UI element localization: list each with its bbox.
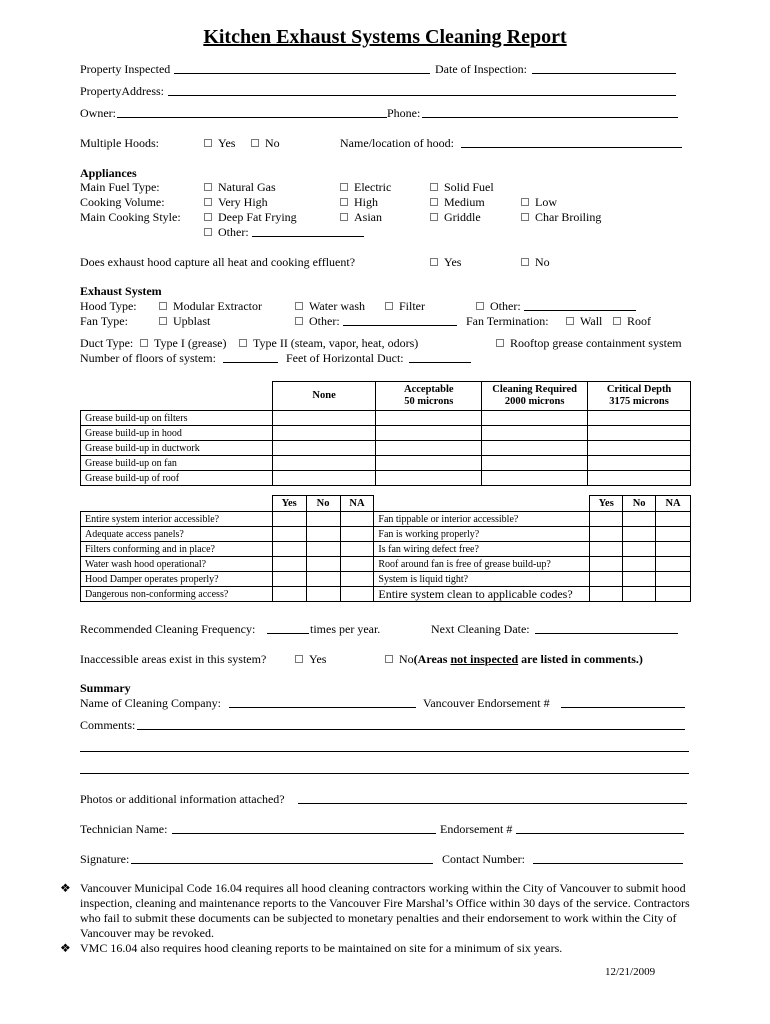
- areas-note: (Areas: [413, 652, 451, 666]
- row-label: Dangerous non-conforming access?: [81, 587, 273, 602]
- row-label: Filters conforming and in place?: [81, 542, 273, 557]
- duct-type-label: Duct Type:: [80, 336, 134, 350]
- option-roof[interactable]: [613, 314, 651, 328]
- appliances-heading: Appliances: [80, 166, 137, 180]
- cell[interactable]: [482, 456, 588, 471]
- cell[interactable]: [623, 557, 656, 572]
- option-label: Medium: [444, 195, 485, 209]
- option-type-2[interactable]: [239, 336, 418, 350]
- checkbox[interactable]: [340, 213, 348, 221]
- option-char-broiling[interactable]: [521, 210, 601, 224]
- option-label: Other:: [490, 299, 521, 313]
- table-corner: [81, 496, 273, 512]
- feet-horizontal-field[interactable]: [409, 362, 471, 363]
- exhaust-heading: Exhaust System: [80, 284, 162, 298]
- checkbox[interactable]: [239, 339, 247, 347]
- cell[interactable]: [590, 527, 623, 542]
- cell[interactable]: [623, 572, 656, 587]
- inaccessible-yes[interactable]: [295, 652, 326, 666]
- phone-field[interactable]: [422, 117, 678, 118]
- row-label: Water wash hood operational?: [81, 557, 273, 572]
- cell[interactable]: [272, 411, 376, 426]
- no-label: No: [535, 255, 550, 269]
- diamond-bullet-icon: ❖: [60, 941, 71, 955]
- report-title: Kitchen Exhaust Systems Cleaning Report: [203, 26, 567, 48]
- cell[interactable]: [482, 411, 588, 426]
- capture-yes[interactable]: [430, 255, 461, 269]
- table-row: [81, 512, 691, 527]
- option-label: Roof: [627, 314, 651, 328]
- cell[interactable]: [272, 456, 376, 471]
- row-label: Roof around fan is free of grease build-up?: [374, 557, 590, 572]
- inaccessible-question: Inaccessible areas exist in this system?: [80, 652, 267, 666]
- option-solid-fuel[interactable]: [430, 180, 494, 194]
- comments-note: are listed in comments.): [518, 652, 643, 666]
- col-header-critical-depth: Critical Depth 3175 microns: [588, 382, 691, 411]
- row-label: Is fan wiring defect free?: [374, 542, 590, 557]
- option-label: Very High: [218, 195, 268, 209]
- tech-endorsement-field[interactable]: [516, 833, 684, 834]
- col-header-cleaning-required: Cleaning Required 2000 microns: [482, 382, 588, 411]
- table-row: [81, 542, 691, 557]
- checkbox[interactable]: [385, 302, 393, 310]
- cell[interactable]: [588, 456, 691, 471]
- checkbox[interactable]: [295, 655, 303, 663]
- cell[interactable]: [272, 542, 306, 557]
- row-label: Grease build-up on filters: [81, 411, 273, 426]
- inaccessible-no[interactable]: [385, 652, 643, 666]
- row-label: Grease build-up on fan: [81, 456, 273, 471]
- row-label: System is liquid tight?: [374, 572, 590, 587]
- cell[interactable]: [340, 572, 374, 587]
- checkbox[interactable]: [430, 198, 438, 206]
- row-label: Hood Damper operates properly?: [81, 572, 273, 587]
- cell[interactable]: [590, 587, 623, 602]
- option-wall[interactable]: [566, 314, 602, 328]
- comments-label: Comments:: [80, 718, 136, 732]
- inspection-checklist-table: [80, 495, 691, 602]
- checkbox[interactable]: [204, 139, 212, 147]
- tech-endorsement-label: Endorsement #: [440, 822, 513, 836]
- vmc-note-2: VMC 16.04 also requires hood cleaning reports to be maintained on site for a minimum of six years.: [80, 941, 563, 955]
- checkbox[interactable]: [430, 183, 438, 191]
- cell[interactable]: [272, 587, 306, 602]
- cell[interactable]: [272, 512, 306, 527]
- table-row: [81, 527, 691, 542]
- option-rooftop-grease[interactable]: [496, 336, 682, 350]
- col-header-no: No: [306, 496, 340, 512]
- cell[interactable]: [623, 587, 656, 602]
- comments-line-2[interactable]: [80, 751, 689, 752]
- cell[interactable]: [482, 471, 588, 486]
- option-natural-gas[interactable]: [204, 180, 276, 194]
- checkbox[interactable]: [430, 213, 438, 221]
- yes-label: Yes: [309, 652, 327, 666]
- checkbox[interactable]: [159, 317, 167, 325]
- option-asian[interactable]: [340, 210, 382, 224]
- checkbox[interactable]: [521, 258, 529, 266]
- comments-line-3[interactable]: [80, 773, 689, 774]
- option-low[interactable]: [521, 195, 557, 209]
- cell[interactable]: [482, 426, 588, 441]
- cleaning-frequency-field[interactable]: [267, 633, 309, 634]
- col-header-none: None: [272, 382, 376, 411]
- option-label: Natural Gas: [218, 180, 276, 194]
- cell[interactable]: [588, 441, 691, 456]
- row-label: Fan tippable or interior accessible?: [374, 512, 590, 527]
- option-label: Rooftop grease containment system: [510, 336, 682, 350]
- row-label: Entire system interior accessible?: [81, 512, 273, 527]
- next-cleaning-date-field[interactable]: [535, 633, 678, 634]
- option-label: Water wash: [309, 299, 366, 313]
- cell[interactable]: [588, 426, 691, 441]
- cleaning-frequency-label: Recommended Cleaning Frequency:: [80, 622, 256, 636]
- vmc-note-1: Vancouver Municipal Code 16.04 requires all hood cleaning contractors working within the City of Vancouver to submit hood inspection, cleaning and maintenance reports to the Vancouver Fire Marshal’s Office within 30 days of the service. Contractors who fail to submit these documents can be subjected to monetary penalties and their endorsement to work within the City of Vancouver may be revoked.: [80, 881, 690, 940]
- table-corner: [81, 382, 273, 411]
- cell[interactable]: [272, 527, 306, 542]
- table-gap: [374, 496, 590, 512]
- cell[interactable]: [306, 557, 340, 572]
- fan-type-label: Fan Type:: [80, 314, 128, 328]
- option-label: Griddle: [444, 210, 481, 224]
- cell[interactable]: [306, 542, 340, 557]
- cell[interactable]: [590, 542, 623, 557]
- capture-no[interactable]: [521, 255, 550, 269]
- cell[interactable]: [656, 572, 691, 587]
- cell[interactable]: [588, 471, 691, 486]
- cell[interactable]: [376, 411, 482, 426]
- fan-termination-label: Fan Termination:: [466, 314, 549, 328]
- cell[interactable]: [590, 512, 623, 527]
- option-modular-extractor[interactable]: [159, 299, 262, 313]
- table-row: [81, 456, 691, 471]
- option-label: Other:: [309, 314, 340, 328]
- row-label: Grease build-up in ductwork: [81, 441, 273, 456]
- property-inspected-label: Property Inspected: [80, 62, 171, 76]
- row-label: Entire system clean to applicable codes?: [374, 587, 590, 602]
- date-of-inspection-field[interactable]: [532, 73, 676, 74]
- option-other[interactable]: [204, 225, 249, 239]
- technician-name-label: Technician Name:: [80, 822, 168, 836]
- property-inspected-field[interactable]: [174, 73, 430, 74]
- option-label: Asian: [354, 210, 382, 224]
- option-label: Solid Fuel: [444, 180, 494, 194]
- option-medium[interactable]: [430, 195, 485, 209]
- option-deep-fat-frying[interactable]: [204, 210, 297, 224]
- vancouver-endorsement-label: Vancouver Endorsement #: [423, 696, 550, 710]
- summary-heading: Summary: [80, 681, 131, 695]
- option-upblast[interactable]: [159, 314, 210, 328]
- option-label: Filter: [399, 299, 425, 313]
- capture-question: Does exhaust hood capture all heat and cooking effluent?: [80, 255, 356, 269]
- cell[interactable]: [340, 512, 374, 527]
- option-fan-other[interactable]: [295, 314, 340, 328]
- no-label: No: [399, 652, 414, 666]
- cell[interactable]: [272, 441, 376, 456]
- checkbox[interactable]: [204, 198, 212, 206]
- cell[interactable]: [656, 542, 691, 557]
- fan-other-field[interactable]: [343, 325, 457, 326]
- option-label: Low: [535, 195, 557, 209]
- cell[interactable]: [376, 426, 482, 441]
- option-water-wash[interactable]: [295, 299, 365, 313]
- option-label: Modular Extractor: [173, 299, 262, 313]
- main-cooking-style-label: Main Cooking Style:: [80, 210, 181, 224]
- cleaning-company-label: Name of Cleaning Company:: [80, 696, 221, 710]
- comments-line-1[interactable]: [137, 729, 685, 730]
- grease-buildup-table: [80, 381, 691, 486]
- cell[interactable]: [340, 542, 374, 557]
- times-per-year-label: times per year.: [310, 622, 381, 636]
- col-header-no: No: [623, 496, 656, 512]
- checkbox[interactable]: [521, 213, 529, 221]
- hood-name-location-field[interactable]: [461, 147, 682, 148]
- table-row: [81, 426, 691, 441]
- option-label: High: [354, 195, 378, 209]
- not-inspected-note: not inspected: [450, 652, 519, 666]
- table-row: [81, 572, 691, 587]
- option-label: Electric: [354, 180, 392, 194]
- no-label: No: [265, 136, 280, 150]
- cell[interactable]: [588, 411, 691, 426]
- hood-name-location-label: Name/location of hood:: [340, 136, 454, 150]
- cell[interactable]: [306, 512, 340, 527]
- multiple-hoods-no[interactable]: [251, 136, 280, 150]
- multiple-hoods-yes[interactable]: [204, 136, 235, 150]
- option-label: Type I (grease): [154, 336, 227, 350]
- row-label: Grease build-up in hood: [81, 426, 273, 441]
- vancouver-endorsement-field[interactable]: [561, 707, 685, 708]
- hood-type-label: Hood Type:: [80, 299, 137, 313]
- signature-label: Signature:: [80, 852, 130, 866]
- cell[interactable]: [272, 572, 306, 587]
- option-label: Upblast: [173, 314, 211, 328]
- cell[interactable]: [656, 512, 691, 527]
- diamond-bullet-icon: ❖: [60, 881, 71, 895]
- main-fuel-type-label: Main Fuel Type:: [80, 180, 160, 194]
- phone-label: Phone:: [387, 106, 421, 120]
- table-row: [81, 557, 691, 572]
- checkbox[interactable]: [140, 339, 148, 347]
- row-label: Adequate access panels?: [81, 527, 273, 542]
- option-label: Deep Fat Frying: [218, 210, 297, 224]
- cell[interactable]: [656, 557, 691, 572]
- contact-number-field[interactable]: [533, 863, 683, 864]
- checkbox[interactable]: [204, 228, 212, 236]
- checkbox[interactable]: [251, 139, 259, 147]
- cell[interactable]: [340, 557, 374, 572]
- checkbox[interactable]: [295, 302, 303, 310]
- cleaning-company-field[interactable]: [229, 707, 416, 708]
- checkbox[interactable]: [476, 302, 484, 310]
- checkbox[interactable]: [385, 655, 393, 663]
- multiple-hoods-label: Multiple Hoods:: [80, 136, 160, 150]
- cell[interactable]: [656, 587, 691, 602]
- cell[interactable]: [272, 471, 376, 486]
- cell[interactable]: [340, 527, 374, 542]
- option-hood-other[interactable]: [476, 299, 521, 313]
- property-address-field[interactable]: [168, 95, 676, 96]
- next-cleaning-date-label: Next Cleaning Date:: [431, 622, 530, 636]
- technician-name-field[interactable]: [172, 833, 436, 834]
- feet-horizontal-label: Feet of Horizontal Duct:: [286, 351, 404, 365]
- col-header-yes: Yes: [590, 496, 623, 512]
- checkbox[interactable]: [295, 317, 303, 325]
- cell[interactable]: [272, 426, 376, 441]
- checkbox[interactable]: [159, 302, 167, 310]
- option-label: Type II (steam, vapor, heat, odors): [253, 336, 419, 350]
- contact-number-label: Contact Number:: [442, 852, 525, 866]
- hood-other-field[interactable]: [524, 310, 636, 311]
- owner-label: Owner:: [80, 106, 116, 120]
- table-row: [81, 471, 691, 486]
- table-row: [81, 411, 691, 426]
- option-type-1[interactable]: [140, 336, 226, 350]
- cell[interactable]: [590, 572, 623, 587]
- cell[interactable]: [306, 572, 340, 587]
- option-label: Wall: [580, 314, 603, 328]
- option-filter[interactable]: [385, 299, 425, 313]
- cell[interactable]: [590, 557, 623, 572]
- floors-label: Number of floors of system:: [80, 351, 216, 365]
- cell[interactable]: [376, 456, 482, 471]
- table-row: [81, 587, 691, 602]
- cell[interactable]: [482, 441, 588, 456]
- col-header-acceptable: Acceptable 50 microns: [376, 382, 482, 411]
- option-label: Char Broiling: [535, 210, 602, 224]
- option-electric[interactable]: [340, 180, 391, 194]
- date-of-inspection-label: Date of Inspection:: [435, 62, 527, 76]
- checkbox[interactable]: [430, 258, 438, 266]
- option-very-high[interactable]: [204, 195, 268, 209]
- floors-field[interactable]: [223, 362, 278, 363]
- cell[interactable]: [623, 527, 656, 542]
- cell[interactable]: [340, 587, 374, 602]
- other-cooking-field[interactable]: [252, 236, 364, 237]
- cell[interactable]: [656, 527, 691, 542]
- photos-label: Photos or additional information attached?: [80, 792, 285, 806]
- option-high[interactable]: [340, 195, 378, 209]
- cell[interactable]: [272, 557, 306, 572]
- yes-label: Yes: [444, 255, 462, 269]
- col-header-yes: Yes: [272, 496, 306, 512]
- cell[interactable]: [623, 512, 656, 527]
- checkbox[interactable]: [340, 183, 348, 191]
- checkbox[interactable]: [521, 198, 529, 206]
- footer-date: 12/21/2009: [605, 966, 656, 978]
- signature-field[interactable]: [131, 863, 433, 864]
- checkbox[interactable]: [204, 213, 212, 221]
- cell[interactable]: [623, 542, 656, 557]
- checkbox[interactable]: [566, 317, 574, 325]
- photos-field[interactable]: [298, 803, 687, 804]
- checkbox[interactable]: [496, 339, 504, 347]
- checkbox[interactable]: [204, 183, 212, 191]
- row-label: Fan is working properly?: [374, 527, 590, 542]
- table-row: [81, 441, 691, 456]
- col-header-na: NA: [656, 496, 691, 512]
- row-label: Grease build-up of roof: [81, 471, 273, 486]
- owner-field[interactable]: [117, 117, 387, 118]
- cell[interactable]: [376, 471, 482, 486]
- cell[interactable]: [376, 441, 482, 456]
- col-header-na: NA: [340, 496, 374, 512]
- property-address-label: PropertyAddress:: [80, 84, 164, 98]
- checkbox[interactable]: [340, 198, 348, 206]
- cell[interactable]: [306, 527, 340, 542]
- yes-label: Yes: [218, 136, 236, 150]
- cell[interactable]: [306, 587, 340, 602]
- cooking-volume-label: Cooking Volume:: [80, 195, 165, 209]
- checkbox[interactable]: [613, 317, 621, 325]
- option-griddle[interactable]: [430, 210, 481, 224]
- option-label: Other:: [218, 225, 249, 239]
